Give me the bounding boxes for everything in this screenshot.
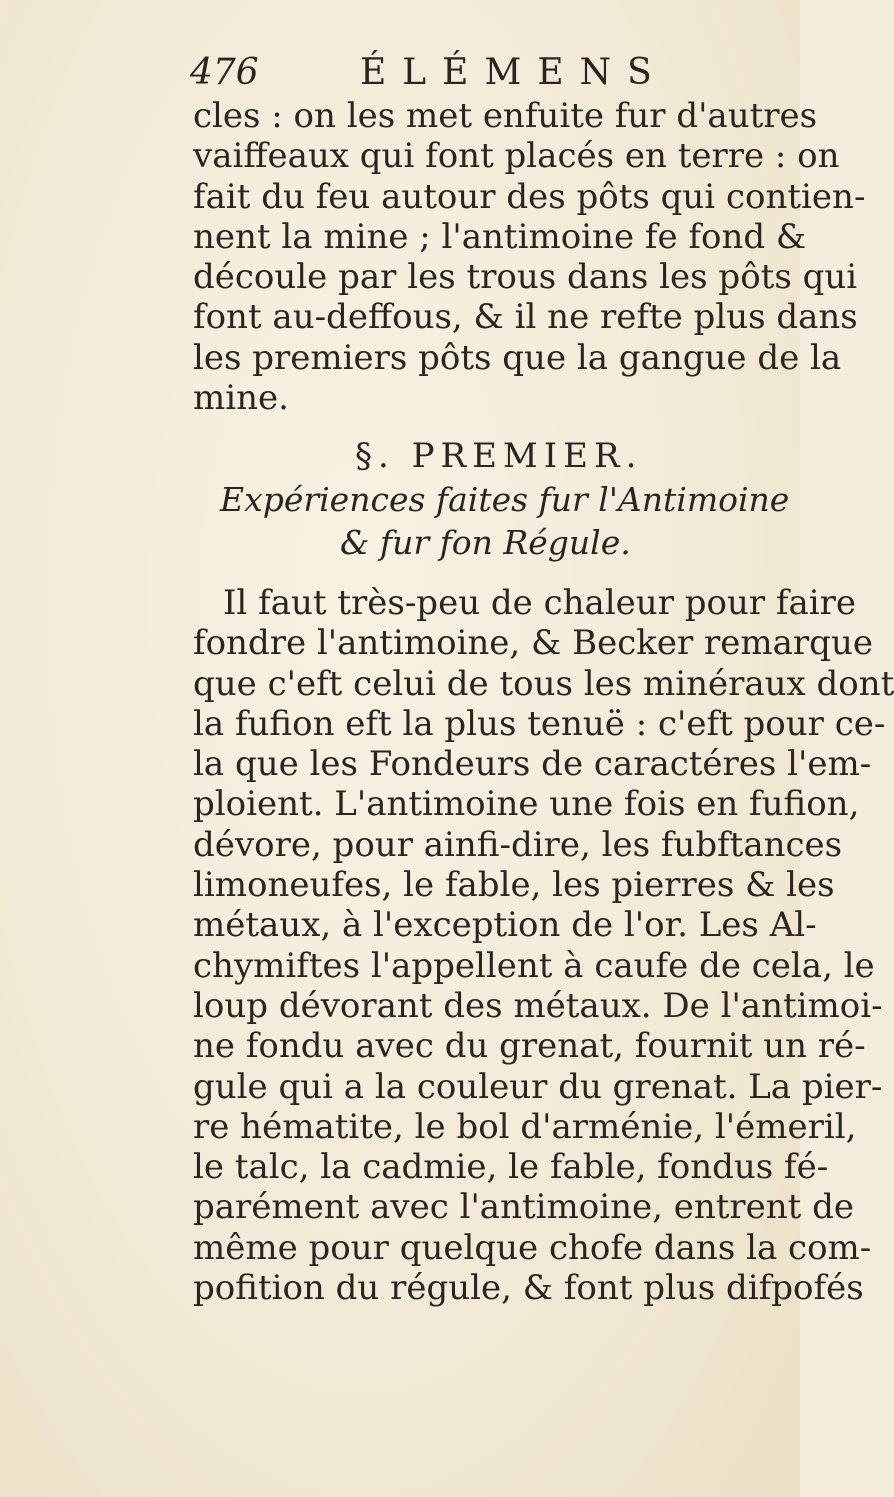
text-line: le talc, la cadmie, le fable, fondus fé- [193,1147,829,1188]
text-line: vaiffeaux qui font placés en terre : on [193,136,840,177]
text-line: gule qui a la couleur du grenat. La pier- [193,1066,883,1107]
text-line: fondre l'antimoine, & Becker remarque [193,623,873,664]
text-line: les premiers pôts que la gangue de la [193,337,842,378]
paragraph-continued [193,96,866,419]
text-line: parément avec l'antimoine, entrent de [193,1187,855,1228]
text-line: découle par les trous dans les pôts qui [193,257,858,298]
page-number: 476 [190,52,259,93]
text-line: cles : on les met enfuite fur d'autres [193,96,818,136]
text-line: même pour quelque chofe dans la com- [193,1227,872,1268]
subtitle-line: Expériences faites fur l'Antimoine [220,480,790,519]
section-heading: §. PREMIER. [355,436,643,476]
paragraph-main [193,583,894,1309]
text-line: fait du feu autour des pôts qui contien- [193,176,866,217]
text-line: la que les Fondeurs de caractéres l'em- [193,744,872,785]
text-line: chymiftes l'appellent à caufe de cela, le [193,945,875,986]
text-line: Il faut très-peu de chaleur pour faire [223,583,857,623]
text-line: dévore, pour ainfi-dire, les fubftances [193,824,843,865]
page-header [190,50,668,96]
text-line: métaux, à l'exception de l'or. Les Al- [193,905,817,946]
running-head: ÉLÉMENS [360,52,668,93]
text-line: que c'eft celui de tous les minéraux dont [193,663,894,704]
text-line: pofition du régule, & font plus difpofés [193,1268,864,1309]
text-line: ne fondu avec du grenat, fournit un ré- [193,1026,866,1067]
text-line: nent la mine ; l'antimoine fe fond & [193,216,807,257]
subtitle-line: & fur fon Régule. [340,523,631,562]
text-line: re hématite, le bol d'arménie, l'émeril, [193,1106,857,1147]
text-line: ploient. L'antimoine une fois en fufion, [193,784,860,825]
text-line: limoneufes, le fable, les pierres & les [193,865,835,906]
text-line: font au-deffous, & il ne refte plus dans [193,297,858,338]
section-subtitle [220,478,790,564]
text-line: mine. [193,378,289,419]
text-line: loup dévorant des métaux. De l'antimoi- [193,985,883,1026]
text-line: la fufion eft la plus tenuë : c'eft pour ce- [193,703,886,744]
